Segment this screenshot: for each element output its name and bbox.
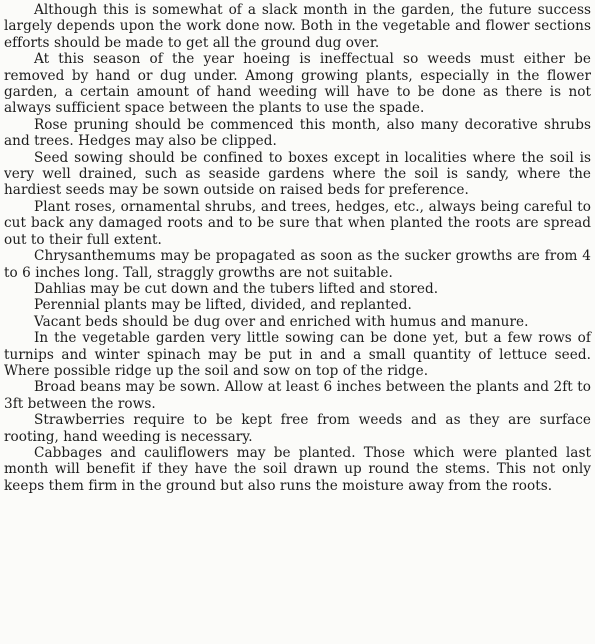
paragraph-vegetable-garden: In the vegetable garden very little sowing can be done yet, but a few rows of turnips and winter spinach may be put in and a small quantity of lettuce seed. Where possible ridge up the soil and sow on top of the ridge. xyxy=(4,330,591,379)
paragraph-broad-beans: Broad beans may be sown. Allow at least 6 inches between the plants and 2ft to 3ft between the rows. xyxy=(4,379,591,412)
paragraph-perennial-plants: Perennial plants may be lifted, divided, and replanted. xyxy=(34,297,412,314)
paragraph-seed-sowing: Seed sowing should be confined to boxes except in localities where the soil is very well drained, such as seaside gardens where the soil is sandy, where the hardiest seeds may be sown outside on raised beds for preference. xyxy=(4,149,591,199)
paragraph-vacant-beds: Vacant beds should be dug over and enriched with humus and manure. xyxy=(34,313,529,330)
paragraph-dahlias: Dahlias may be cut down and the tubers lifted and stored. xyxy=(34,280,439,297)
paragraph-rose-pruning: Rose pruning should be commenced this month, also many decorative shrubs and trees. Hedges may also be clipped. xyxy=(4,116,591,150)
paragraph-plant-roses: Plant roses, ornamental shrubs, and trees, hedges, etc., always being careful to cut back any damaged roots and to be sure that when planted the roots are spread out to their full extent. xyxy=(4,198,591,248)
paragraph-chrysanthemums: Chrysanthemums may be propagated as soon as the sucker growths are from 4 to 6 inches long. Tall, straggly growths are not suitable. xyxy=(4,248,591,281)
paragraph-strawberries: Strawberries require to be kept free from weeds and as they are surface rooting, hand weeding is necessary. xyxy=(4,412,591,445)
paragraph-slack-month: Although this is somewhat of a slack month in the garden, the future success largely depends upon the work done now. Both in the vegetable and flower sections efforts should be made to get all the ground dug over. xyxy=(4,2,591,51)
paragraph-hoeing-weeds: At this season of the year hoeing is ineffectual so weeds must either be removed by hand or dug under. Among growing plants, especially in the flower garden, a certain amount of hand weeding will have to be done as there is not always sufficient space between the plants to use the spade. xyxy=(4,51,591,117)
paragraph-cabbages: Cabbages and cauliflowers may be planted. Those which were planted last month will benefit if they have the soil drawn up round the stems. This not only keeps them firm in the ground but also runs the moisture away from the roots. xyxy=(4,444,591,494)
